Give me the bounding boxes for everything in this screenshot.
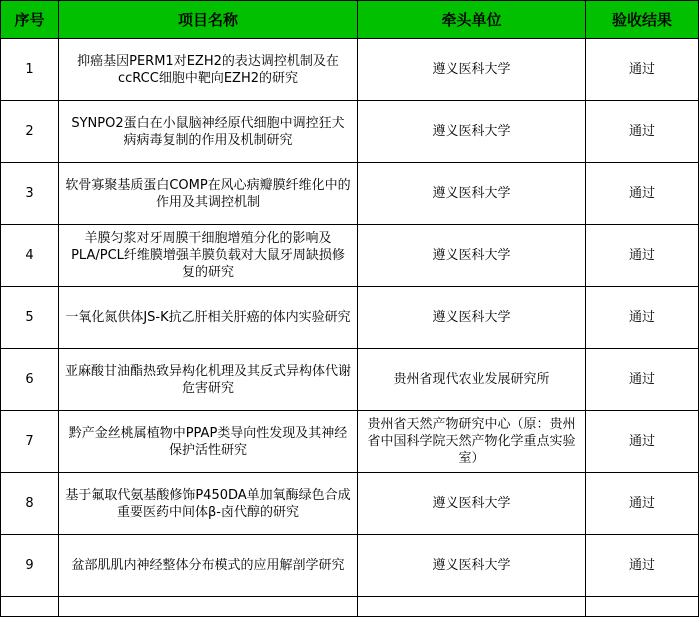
table-header-row [1, 1, 699, 39]
row-seq: 2 [1, 101, 59, 163]
table-row [1, 287, 699, 349]
row-result: 通过 [586, 163, 699, 225]
table-row [1, 101, 699, 163]
row-project-name: 抑癌基因PERM1对EZH2的表达调控机制及在ccRCC细胞中靶向EZH2的研究 [59, 39, 358, 101]
row-project-name: 亚麻酸甘油酯热致异构化机理及其反式异构体代谢危害研究 [59, 349, 358, 411]
row-lead-unit: 遵义医科大学 [358, 39, 586, 101]
table-row [1, 535, 699, 597]
row-project-name: 羊膜匀浆对牙周膜干细胞增殖分化的影响及PLA/PCL纤维膜增强羊膜负载对大鼠牙周缺损修复的研究 [59, 225, 358, 287]
row-result: 通过 [586, 411, 699, 473]
row-lead-unit: 遵义医科大学 [358, 535, 586, 597]
row-lead-unit: 遵义医科大学 [358, 163, 586, 225]
row-result: 通过 [586, 101, 699, 163]
header-result: 验收结果 [586, 1, 699, 39]
row-lead-unit: 遵义医科大学 [358, 225, 586, 287]
row-seq: 1 [1, 39, 59, 101]
row-project-name: 一氧化氮供体JS-K抗乙肝相关肝癌的体内实验研究 [59, 287, 358, 349]
row-result: 通过 [586, 349, 699, 411]
row-lead-unit: 遵义医科大学 [358, 101, 586, 163]
row-seq: 3 [1, 163, 59, 225]
table-row [1, 473, 699, 535]
table-row [1, 39, 699, 101]
row-seq: 4 [1, 225, 59, 287]
row-lead-unit: 贵州省现代农业发展研究所 [358, 349, 586, 411]
row-lead-unit: 遵义医科大学 [358, 473, 586, 535]
row-seq: 6 [1, 349, 59, 411]
row-project-name: SYNPO2蛋白在小鼠脑神经原代细胞中调控狂犬病病毒复制的作用及机制研究 [59, 101, 358, 163]
row-project-name: 基于氟取代氨基酸修饰P450DA单加氧酶绿色合成重要医药中间体β-卤代醇的研究 [59, 473, 358, 535]
row-seq: 8 [1, 473, 59, 535]
row-result: 通过 [586, 535, 699, 597]
row-result: 通过 [586, 473, 699, 535]
row-project-name: 黔产金丝桃属植物中PPAP类导向性发现及其神经保护活性研究 [59, 411, 358, 473]
row-result: 通过 [586, 225, 699, 287]
row-seq: 7 [1, 411, 59, 473]
header-lead-unit: 牵头单位 [358, 1, 586, 39]
row-lead-unit: 贵州省天然产物研究中心（原：贵州省中国科学院天然产物化学重点实验室） [358, 411, 586, 473]
table-row [1, 225, 699, 287]
row-seq: 9 [1, 535, 59, 597]
table-row [1, 411, 699, 473]
row-result: 通过 [586, 287, 699, 349]
row-lead-unit: 遵义医科大学 [358, 287, 586, 349]
header-project-name: 项目名称 [59, 1, 358, 39]
table-row [1, 349, 699, 411]
row-result: 通过 [586, 39, 699, 101]
table-row [1, 163, 699, 225]
row-project-name: 软骨寡聚基质蛋白COMP在风心病瓣膜纤维化中的作用及其调控机制 [59, 163, 358, 225]
header-seq: 序号 [1, 1, 59, 39]
row-seq: 5 [1, 287, 59, 349]
row-project-name: 盆部肌肌内神经整体分布模式的应用解剖学研究 [59, 535, 358, 597]
